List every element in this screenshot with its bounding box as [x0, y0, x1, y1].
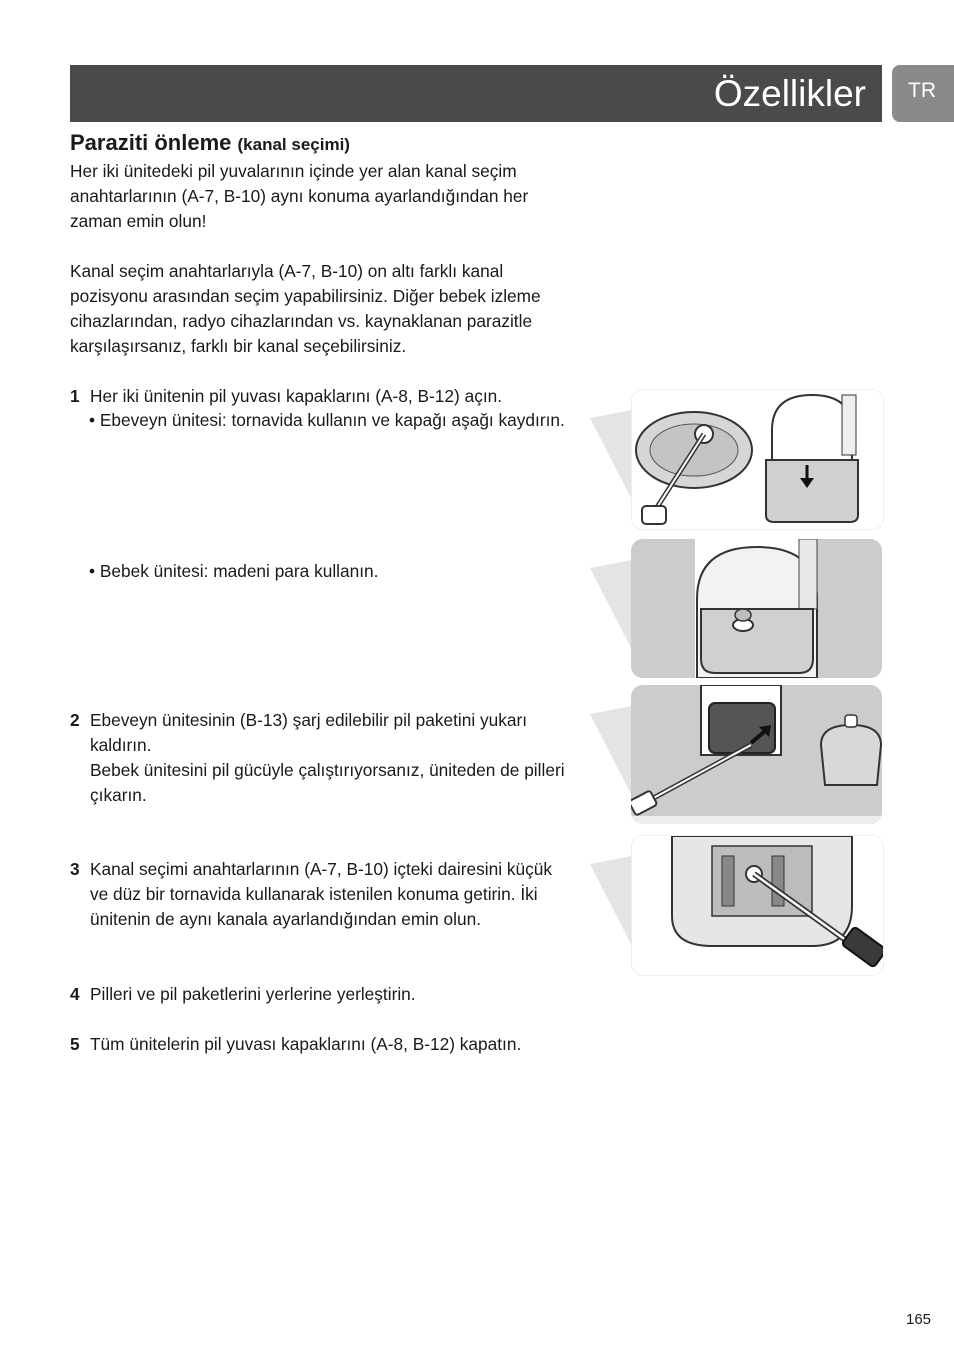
- paragraph-line: pozisyonu arasından seçim yapabilirsiniz. Diğer bebek izleme: [70, 286, 541, 306]
- step-1: [70, 384, 610, 409]
- step-3: [70, 857, 610, 932]
- intro-line: anahtarlarının (A-7, B-10) aynı konuma ayarlandığından her: [70, 186, 529, 206]
- channel-paragraph: [70, 259, 610, 359]
- step-number: 1: [70, 386, 80, 406]
- bullet-baby-unit: • Bebek ünitesi: madeni para kullanın.: [89, 561, 379, 581]
- intro-line: Her iki ünitedeki pil yuvalarının içinde yer alan kanal seçim: [70, 161, 517, 181]
- language-label: TR: [908, 79, 936, 102]
- step-line: çıkarın.: [90, 785, 147, 805]
- step-number: 3: [70, 859, 80, 879]
- page-title: Özellikler: [713, 73, 866, 114]
- step-number: 2: [70, 710, 80, 730]
- language-tab: [892, 65, 954, 122]
- illustration-battery-pack: [631, 685, 882, 824]
- step-text: Tüm ünitelerin pil yuvası kapaklarını (A-8, B-12) kapatın.: [90, 1034, 522, 1054]
- intro-line: zaman emin olun!: [70, 211, 207, 231]
- illustration-baby-unit-coin: [631, 539, 882, 678]
- intro-paragraph: [70, 159, 610, 234]
- figure-pointer-1: [590, 410, 632, 500]
- figure-pointer-2: [590, 560, 632, 650]
- step-line: ünitenin de aynı kanala ayarlandığından emin olun.: [90, 909, 482, 929]
- figure-pointer-3: [590, 706, 632, 796]
- page-number: 165: [906, 1311, 932, 1328]
- illustration-parent-unit-cover: [631, 389, 884, 530]
- step-number: 4: [70, 984, 80, 1004]
- header-bar: [70, 65, 882, 122]
- step-line: Kanal seçimi anahtarlarının (A-7, B-10) içteki dairesini küçük: [90, 859, 552, 879]
- step-2: [70, 708, 610, 808]
- step-text: Her iki ünitenin pil yuvası kapaklarını (A-8, B-12) açın.: [90, 386, 503, 406]
- step-5: [70, 1032, 610, 1057]
- step-line: kaldırın.: [90, 735, 152, 755]
- paragraph-line: Kanal seçim anahtarlarıyla (A-7, B-10) on altı farklı kanal: [70, 261, 504, 281]
- section-title-main: Paraziti önleme: [70, 130, 232, 155]
- step-line: ve düz bir tornavida kullanarak istenilen konuma getirin. İki: [90, 884, 538, 904]
- paragraph-line: karşılaşırsanız, farklı bir kanal seçebilirsiniz.: [70, 336, 407, 356]
- step-text: Pilleri ve pil paketlerini yerlerine yerleştirin.: [90, 984, 416, 1004]
- step-line: Bebek ünitesini pil gücüyle çalıştırıyorsanız, üniteden de pilleri: [90, 760, 565, 780]
- section-title: [70, 130, 350, 156]
- section-subtitle: (kanal seçimi): [237, 135, 350, 154]
- step-text: [90, 708, 610, 808]
- step-line: Ebeveyn ünitesinin (B-13) şarj edilebilir pil paketini yukarı: [90, 710, 528, 730]
- figure-pointer-4: [590, 856, 632, 946]
- illustration-channel-switch: [631, 835, 884, 976]
- step-text: [90, 857, 610, 932]
- step-number: 5: [70, 1034, 80, 1054]
- paragraph-line: cihazlarından, radyo cihazlarından vs. kaynaklanan parazitle: [70, 311, 533, 331]
- step-4: [70, 982, 610, 1007]
- bullet-parent-unit: • Ebeveyn ünitesi: tornavida kullanın ve kapağı aşağı kaydırın.: [89, 410, 565, 430]
